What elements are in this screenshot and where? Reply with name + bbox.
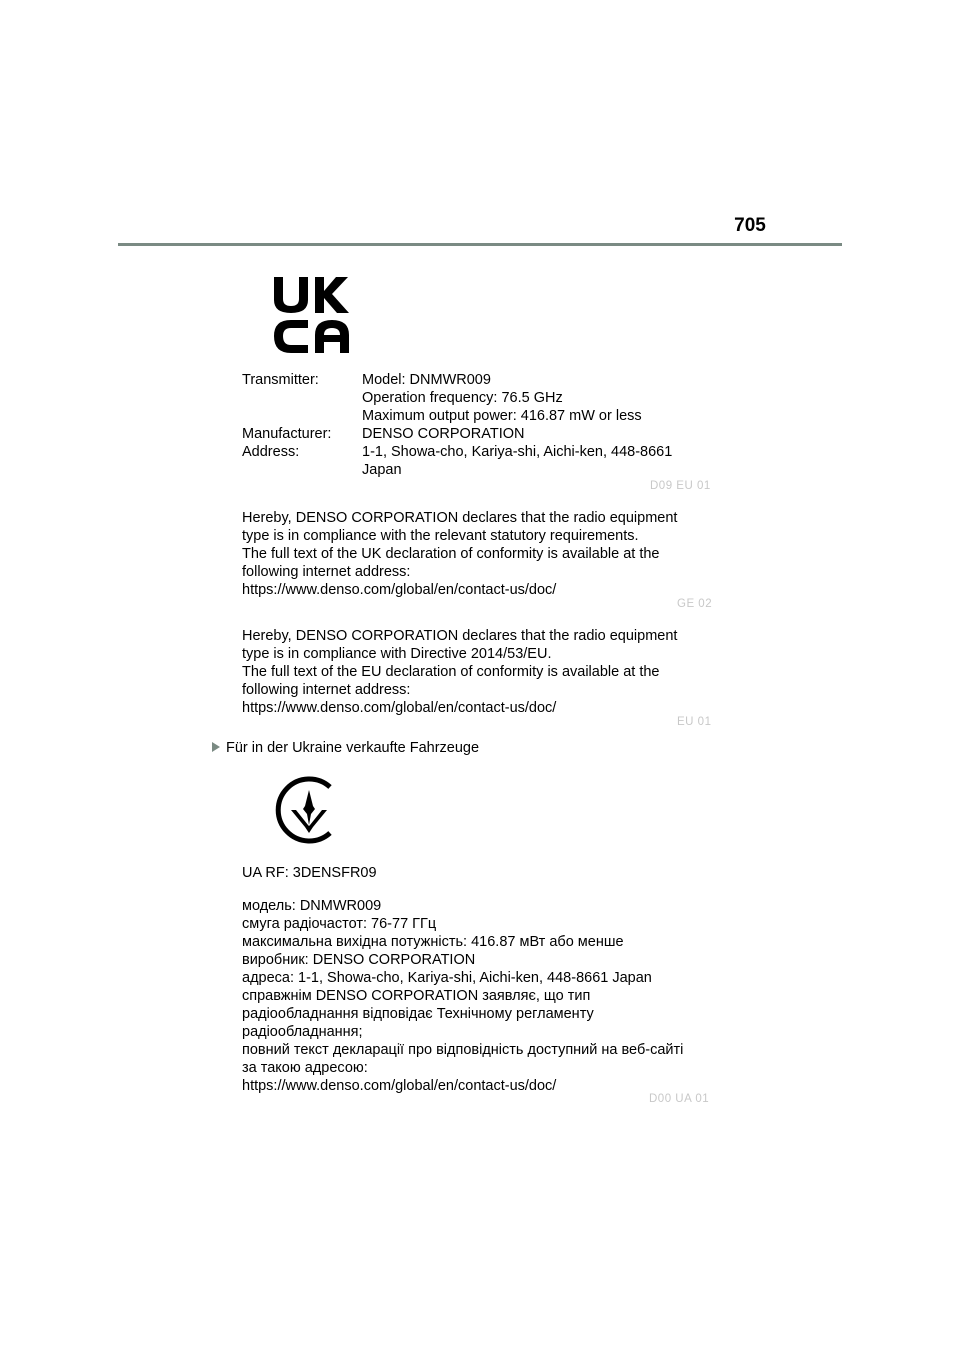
spec-value: Operation frequency: 76.5 GHz: [362, 390, 563, 406]
ukraine-line: смуга радіочастот: 76-77 ГГц: [242, 916, 437, 932]
eu-declaration-url[interactable]: https://www.denso.com/global/en/contact-us/doc/: [242, 700, 557, 716]
uk-declaration-line: following internet address:: [242, 564, 411, 580]
eu-declaration-line: Hereby, DENSO CORPORATION declares that the radio equipment: [242, 628, 678, 644]
ukraine-line: модель: DNMWR009: [242, 898, 382, 914]
header-rule: [118, 243, 842, 246]
eu-declaration: [242, 627, 722, 717]
ukca-mark-icon: [272, 275, 352, 355]
ukrsepro-mark-icon: [272, 773, 346, 847]
eu-declaration-line: type is in compliance with Directive 2014/53/EU.: [242, 646, 552, 662]
eu-declaration-line: The full text of the EU declaration of conformity is available at the: [242, 664, 660, 680]
spec-value: DENSO CORPORATION: [362, 426, 525, 442]
spec-value: Japan: [362, 462, 402, 478]
reference-code: EU 01: [677, 716, 712, 728]
spec-value: Model: DNMWR009: [362, 372, 491, 388]
uk-declaration: [242, 509, 722, 599]
eu-declaration-line: following internet address:: [242, 682, 411, 698]
ukraine-declaration: [242, 897, 722, 1095]
uk-declaration-line: The full text of the UK declaration of conformity is available at the: [242, 546, 660, 562]
ukraine-line: виробник: DENSO CORPORATION: [242, 952, 476, 968]
ukraine-url[interactable]: https://www.denso.com/global/en/contact-us/doc/: [242, 1078, 557, 1094]
ukraine-line: максимальна вихідна потужність: 416.87 мВт або менше: [242, 934, 624, 950]
ukraine-line: справжнім DENSO CORPORATION заявляє, що тип: [242, 988, 591, 1004]
ukraine-line: адреса: 1-1, Showa-cho, Kariya-shi, Aichi-ken, 448-8661 Japan: [242, 970, 652, 986]
ukraine-line: повний текст декларації про відповідність доступний на веб-сайті: [242, 1042, 684, 1058]
spec-row-address: [242, 443, 672, 479]
spec-value: Maximum output power: 416.87 mW or less: [362, 408, 642, 424]
uk-declaration-url[interactable]: https://www.denso.com/global/en/contact-us/doc/: [242, 582, 557, 598]
ukraine-line: радіообладнання;: [242, 1024, 363, 1040]
triangle-bullet-icon: [212, 742, 220, 752]
reference-code: GE 02: [677, 598, 713, 610]
spec-row-transmitter: [242, 371, 672, 425]
page-number: 705: [734, 215, 766, 236]
spec-key: Transmitter:: [242, 372, 319, 388]
uk-declaration-line: type is in compliance with the relevant statutory requirements.: [242, 528, 639, 544]
ukraine-line: за такою адресою:: [242, 1060, 368, 1076]
spec-key: Address:: [242, 444, 300, 460]
ukraine-rf-code: UA RF: 3DENSFR09: [242, 865, 377, 881]
ukraine-heading-text: Für in der Ukraine verkaufte Fahrzeuge: [226, 740, 480, 756]
spec-key: Manufacturer:: [242, 426, 332, 442]
ukraine-line: радіообладнання відповідає Технічному регламенту: [242, 1006, 594, 1022]
spec-row-manufacturer: [242, 425, 672, 443]
ukraine-section-heading: [212, 739, 479, 757]
reference-code: D09 EU 01: [650, 480, 711, 492]
reference-code: D00 UA 01: [649, 1093, 710, 1105]
transmitter-specs-table: [242, 371, 672, 479]
spec-value: 1-1, Showa-cho, Kariya-shi, Aichi-ken, 448-8661: [362, 444, 673, 460]
uk-declaration-line: Hereby, DENSO CORPORATION declares that the radio equipment: [242, 510, 678, 526]
